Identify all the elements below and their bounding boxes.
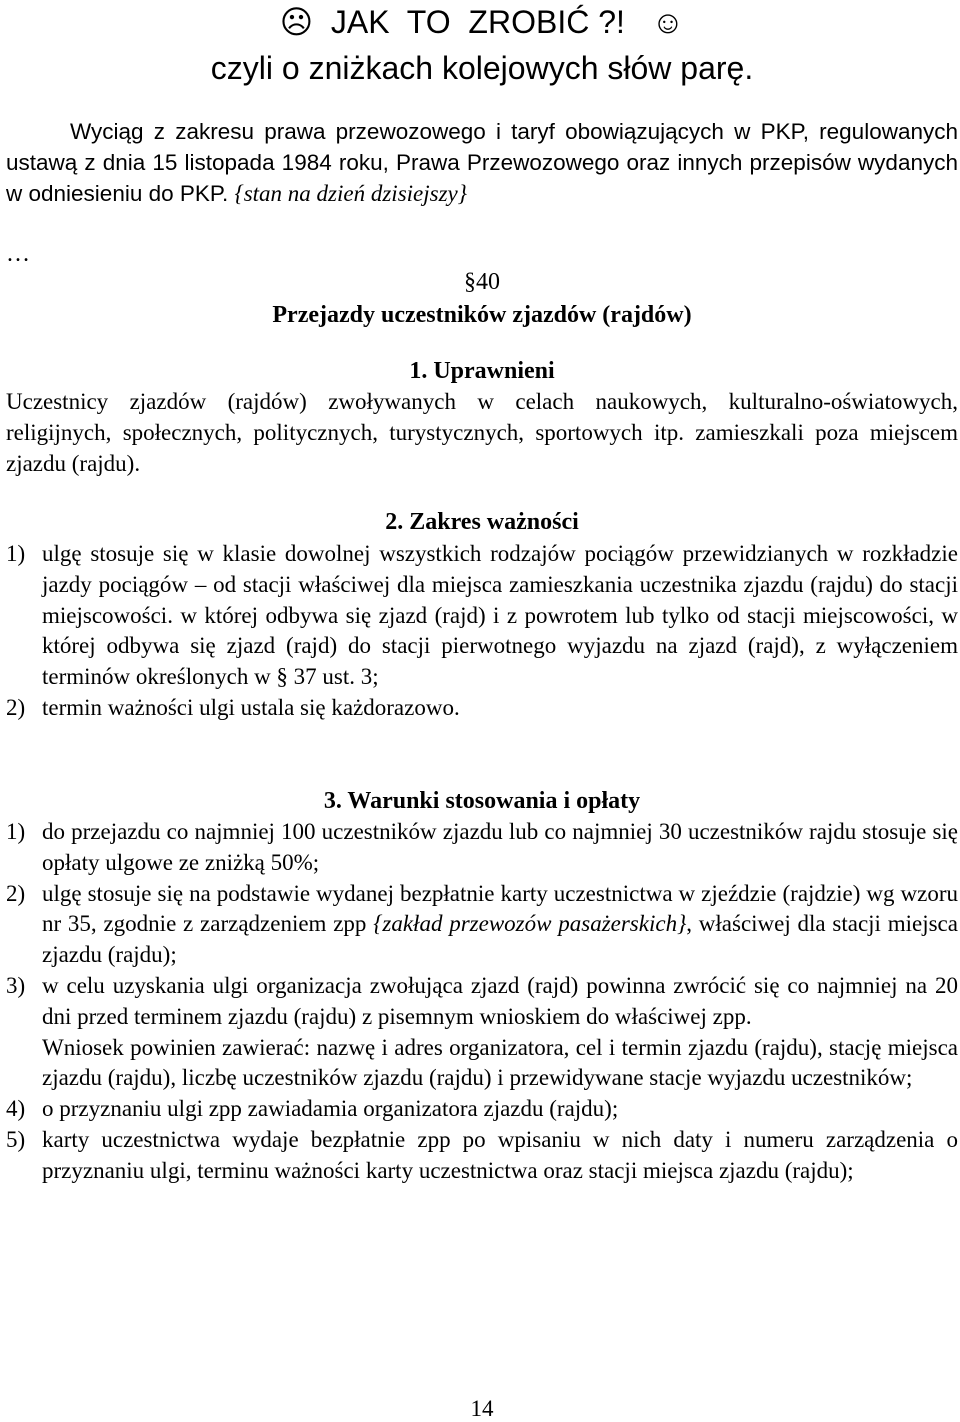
list-item bbox=[6, 971, 958, 1094]
list-item bbox=[6, 693, 958, 724]
part1-text: Uczestnicy zjazdów (rajdów) zwoływanych w celach naukowych, kulturalno-oświatowych, religijnych, społecznych, politycznych, turystycznych, sportowych itp. zamieszkali poza miejscem zjazdu (rajdu). bbox=[6, 389, 958, 476]
intro-paragraph bbox=[6, 116, 958, 209]
item-number: 4) bbox=[6, 1096, 26, 1122]
part3-list bbox=[6, 817, 958, 1187]
item-italic-note: {zakład przewozów pasażerskich} bbox=[373, 911, 687, 937]
item-number: 2) bbox=[6, 694, 26, 720]
item-number: 1) bbox=[6, 541, 26, 566]
item-text: do przejazdu co najmniej 100 uczestników zjazdu lub co najmniej 30 uczestników rajdu stosuje się opłaty ulgowe ze zniżką 50%; bbox=[42, 819, 958, 875]
item-text: termin ważności ulgi ustala się każdorazowo. bbox=[42, 694, 460, 720]
item-number: 5) bbox=[6, 1126, 26, 1152]
item-text: ulgę stosuje się w klasie dowolnej wszystkich rodzajów pociągów przewidzianych w rozkładzie jazdy pociągów – od stacji właściwej dla miejsca zamieszkania uczestnika zjazdu (rajdu) do stacji miejscowości. w której odbywa się zjazd (rajd) i z powrotem lub tylko od stacji miejscowości, w której odbywa się zjazd (rajd) do stacji pierwotnego wyjazdu na zjazd (rajd), z wyłączeniem terminów określonych w § 37 ust. 3; bbox=[42, 541, 958, 690]
part1-heading: 1. Uprawnieni bbox=[409, 358, 555, 384]
title-line-1: ☹ JAK TO ZROBIĆ ?! ☺ bbox=[279, 4, 685, 40]
item-text: w celu uzyskania ulgi organizacja zwołująca zjazd (rajd) powinna zwrócić się co najmniej na 20 dni przed terminem zjazdu (rajdu) z pisemnym wnioskiem do właściwej zpp. bbox=[42, 972, 958, 1029]
ellipsis: … bbox=[6, 241, 30, 267]
item-number: 3) bbox=[6, 972, 26, 998]
item-text: ulgę stosuje się na podstawie wydanej bezpłatnie karty uczestnictwa w zjeździe (rajdzie) wg wzoru nr 35, zgodnie z zarządzeniem zpp bbox=[42, 880, 958, 937]
item-subparagraph: Wniosek powinien zawierać: nazwę i adres organizatora, cel i termin zjazdu (rajdu), stację miejsca zjazdu (rajdu), liczbę uczestników zjazdu (rajdu) i przewidywane stacje wyjazdu uczestników; bbox=[42, 1034, 958, 1091]
list-item bbox=[6, 1125, 958, 1187]
item-text-continued: , właściwej dla stacji miejsca zjazdu (rajdu); bbox=[42, 911, 958, 968]
item-number: 2) bbox=[6, 880, 26, 906]
part2-list bbox=[6, 539, 958, 724]
item-text: o przyznaniu ulgi zpp zawiadamia organizatora zjazdu (rajdu); bbox=[42, 1096, 619, 1122]
list-item bbox=[6, 539, 958, 693]
part2-heading: 2. Zakres ważności bbox=[385, 509, 579, 535]
section-title: Przejazdy uczestników zjazdów (rajdów) bbox=[272, 302, 692, 328]
list-item bbox=[6, 1094, 958, 1125]
item-number: 1) bbox=[6, 819, 26, 844]
list-item bbox=[6, 817, 958, 879]
item-text: karty uczestnictwa wydaje bezpłatnie zpp po wpisaniu w nich daty i numeru zarządzenia o przyznaniu ulgi, terminu ważności karty uczestnictwa oraz stacji miejsca zjazdu (rajdu); bbox=[42, 1126, 958, 1183]
title-line-2: czyli o zniżkach kolejowych słów parę. bbox=[210, 50, 754, 86]
list-item bbox=[6, 879, 958, 971]
part3-heading: 3. Warunki stosowania i opłaty bbox=[323, 788, 641, 814]
intro-italic-note: {stan na dzień dzisiejszy} bbox=[234, 181, 467, 206]
section-number: §40 bbox=[464, 269, 500, 295]
intro-text: Wyciąg z zakresu prawa przewozowego i taryf obowiązujących w PKP, regulowanych ustawą z dnia 15 listopada 1984 roku, Prawa Przewozowego oraz innych przepisów wydanych w odniesieniu do PKP. bbox=[6, 119, 958, 206]
page-number: 14 bbox=[470, 1396, 494, 1421]
